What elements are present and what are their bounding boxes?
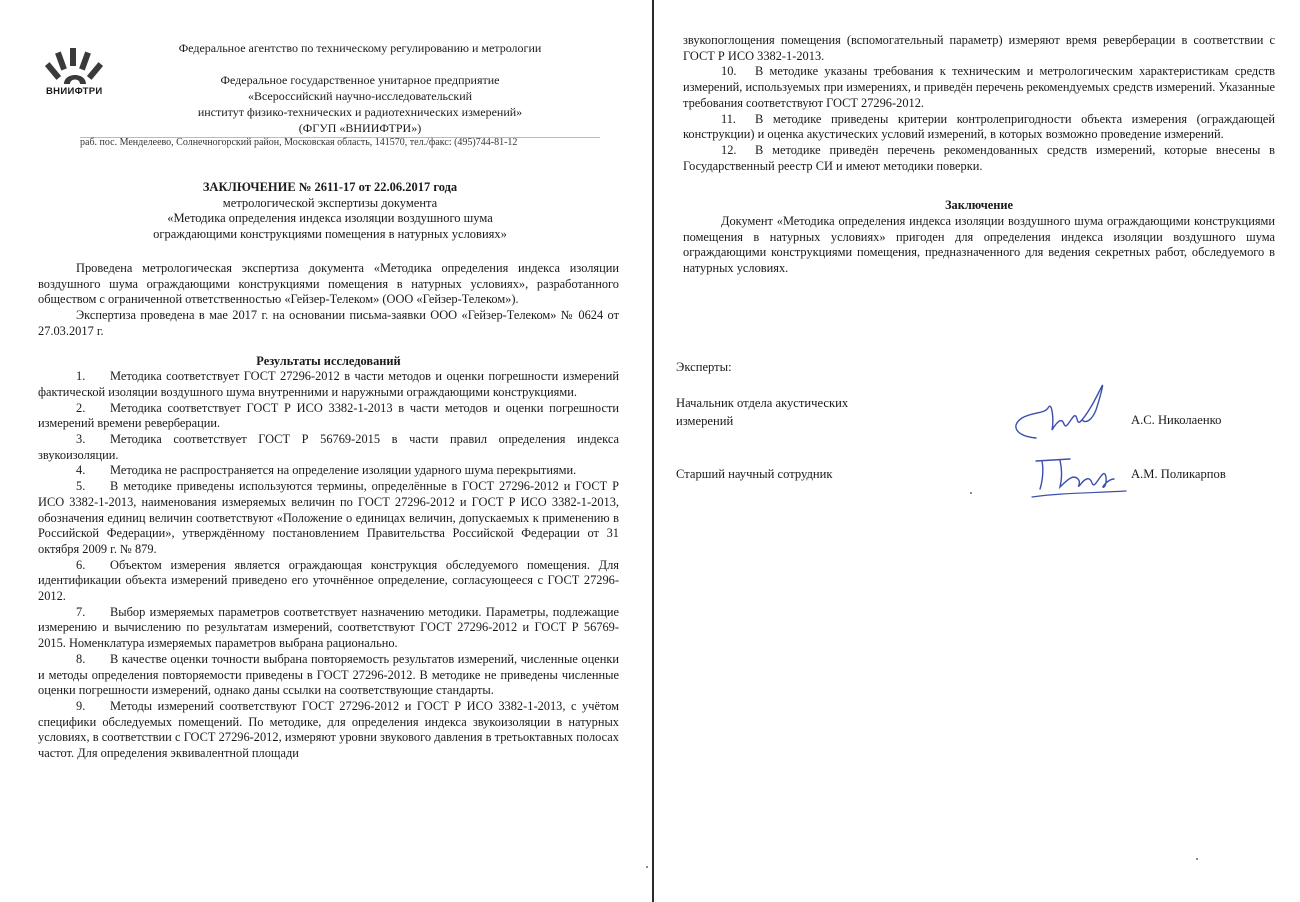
scan-speck	[1196, 858, 1198, 860]
position-line: Начальник отдела акустических	[676, 396, 849, 410]
experts-label: Эксперты:	[676, 360, 732, 374]
result-item: 11. В методике приведены критерии контролепригодности объекта измерения (ограждающей конструкции) и оценка акустических условий измерений, в которых возможно проведение измерений.	[683, 111, 1275, 142]
conclusion-title: Заключение	[944, 198, 1014, 213]
address: раб. пос. Менделеево, Солнечногорский район, Московская область, 141570, тел./факс: (495)744-81-12	[80, 137, 518, 148]
enterprise-line: (ФГУП «ВНИИФТРИ»)	[298, 121, 422, 135]
result-item: 6. Объектом измерения является ограждающая конструкция обследуемого помещения. Для идентификации объекта измерений приведено его уточнённое определение, согласующееся с ГОСТ 27296-2012.	[38, 557, 619, 604]
title-heading: ЗАКЛЮЧЕНИЕ № 2611-17 от 22.06.2017 года	[202, 180, 458, 194]
logo-text: ВНИИФТРИ	[46, 86, 103, 97]
expert2-position: Старший научный сотрудник	[676, 467, 833, 481]
title-line: ограждающими конструкциями помещения в натурных условиях»	[153, 226, 507, 241]
result-item: 7. Выбор измеряемых параметров соответствует назначению методики. Параметры, подлежащие измерению и вычислению по результатам измерений, соответствуют ГОСТ 27296-2012 и ГОСТ Р 56769-2015. Номенклатура измеряемых параметров выбрана рационально.	[38, 604, 619, 651]
signature-nikolaenko	[1008, 380, 1118, 444]
result-item: 12. В методике приведён перечень рекомендованных средств измерений, которые внесены в Государственный реестр СИ и имеют методики поверки.	[683, 142, 1275, 173]
expert2-name: А.М. Поликарпов	[1131, 467, 1226, 481]
document-title	[60, 180, 600, 242]
right-body	[683, 33, 1275, 277]
title-line: метрологической экспертизы документа	[222, 195, 438, 210]
signature-polikarpov	[1030, 455, 1130, 503]
scan-speck	[646, 866, 648, 868]
left-body	[38, 261, 619, 762]
result-item: 9. Методы измерений соответствуют ГОСТ 27296-2012 и ГОСТ Р ИСО 3382-1-2013, с учётом специфики обследуемых помещений. По методике, для определения индекса звукоизоляции в натурных условиях, в соответствии с ГОСТ 27296-2012, измеряют уровни звукового давления в третьоктавных полосах частот. Для определения эквивалентной площади	[38, 698, 619, 761]
scan-speck	[970, 492, 972, 494]
result-item: 4. Методика не распространяется на определение изоляции ударного шума перекрытиями.	[76, 463, 577, 478]
page-divider	[652, 0, 654, 902]
enterprise-line: институт физико-технических и радиотехнических измерений»	[197, 105, 523, 119]
signature-stroke	[1036, 459, 1114, 489]
enterprise-line: Федеральное государственное унитарное предприятие	[220, 73, 500, 87]
intro-paragraph: Проведена метрологическая экспертиза документа «Методика определения индекса изоляции воздушного шума ограждающими конструкциями помещения в натурных условиях», разработанного обществом с ограниченной ответственностью «Гейзер-Телеком» (ООО «Гейзер-Телеком»).	[38, 261, 619, 307]
enterprise-line: «Всероссийский научно-исследовательский	[247, 89, 473, 103]
result-item: 8. В качестве оценки точности выбрана повторяемость результатов измерений, численные оценки и методы определения повторяемости приведены в ГОСТ 27296-2012. В методике не приведены численные оценки погрешности измерений, однако даны ссылки на соответствующие стандарты.	[38, 651, 619, 698]
conclusion-paragraph: Документ «Методика определения индекса изоляции воздушного шума ограждающими конструкциями помещения в натурных условиях» пригоден для определения индекса изоляции воздушного шума ограждающими конструкциями помещения, предназначенного для ведения секретных работ, обследуемого в натурных условиях.	[683, 214, 1275, 276]
result-item: 10. В методике указаны требования к техническим и метрологическим характеристикам средств измерений, используемых при измерениях, и приведён перечень рекомендуемых средств измерений. Указанные требования соответствуют ГОСТ 27296-2012.	[683, 64, 1275, 110]
expert1-name: А.С. Николаенко	[1131, 413, 1222, 427]
title-line: «Методика определения индекса изоляции воздушного шума	[167, 211, 493, 225]
expert1-position	[676, 394, 848, 430]
signature-stroke	[1016, 385, 1103, 438]
intro-paragraph: Экспертиза проведена в мае 2017 г. на основании письма-заявки ООО «Гейзер-Телеком» № 0624 от 27.03.2017 г.	[38, 308, 619, 338]
results-title: Результаты исследований	[256, 353, 401, 368]
result-item: 3. Методика соответствует ГОСТ Р 56769-2015 в части правил определения индекса звукоизоляции.	[38, 432, 619, 462]
continuation-paragraph: звукопоглощения помещения (вспомогательный параметр) измеряют время реверберации в соответствии с ГОСТ Р ИСО 3382-1-2013.	[683, 33, 1275, 63]
position-line: измерений	[676, 414, 734, 428]
signature-underline	[1032, 491, 1126, 497]
result-item: 2. Методика соответствует ГОСТ Р ИСО 3382-1-2013 в части методов и оценки погрешности измерений времени реверберации.	[38, 400, 619, 431]
agency-name: Федеральное агентство по техническому регулированию и метрологии	[178, 41, 542, 55]
result-item: 1. Методика соответствует ГОСТ 27296-2012 в части методов и оценки погрешности измерений фактической изоляции воздушного шума внутренними и наружными ограждающими конструкциями.	[38, 369, 619, 399]
result-item: 5. В методике приведены используются термины, определённые в ГОСТ 27296-2012 и ГОСТ Р ИСО 3382-1-2013, наименования измеряемых величин по ГОСТ 27296-2012 и ГОСТ Р ИСО 3382-1-2013, обозначения единиц величин соответствуют «Положение о единицах величин, допускаемых к применению в Российской Федерации», утверждённому постановлением Правительства Российской Федерации от 31 октября 2009 г. № 879.	[38, 479, 619, 556]
enterprise-name	[130, 72, 590, 136]
